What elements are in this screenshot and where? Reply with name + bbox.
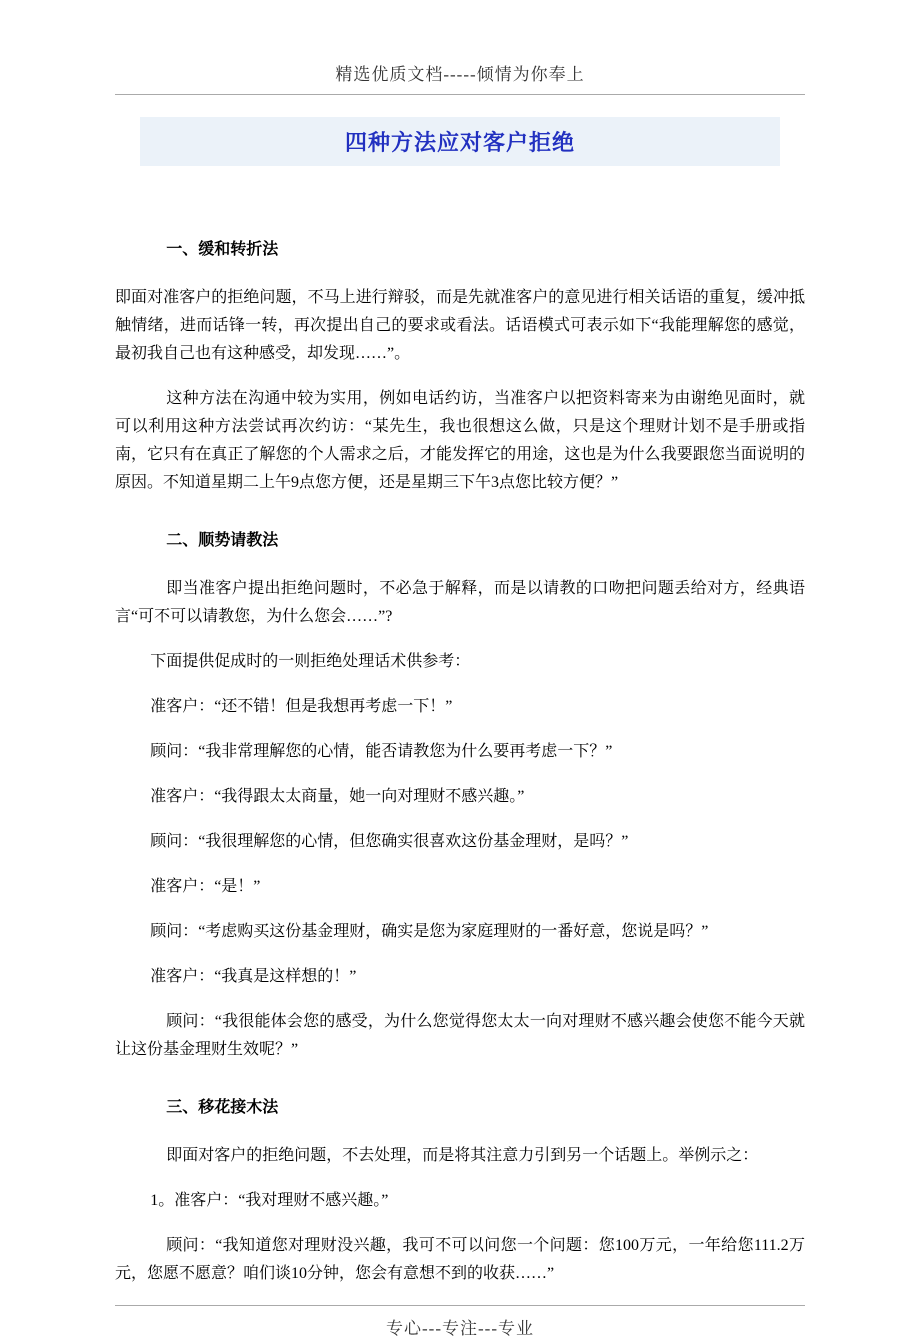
footer-divider	[115, 1305, 805, 1306]
paragraph: 即面对客户的拒绝问题，不去处理，而是将其注意力引到另一个话题上。举例示之：	[166, 1147, 759, 1164]
paragraph: 下面提供促成时的一则拒绝处理话术供参考：	[150, 653, 471, 670]
section-heading: 三、移花接木法	[166, 1099, 279, 1116]
section-heading: 二、顺势请教法	[166, 532, 279, 549]
paragraph: 顾问：“我很能体会您的感受，为什么您觉得您太太一向对理财不感兴趣会使您不能今天就让这份基金理财生效呢？”	[115, 1013, 805, 1058]
paragraph: 准客户：“还不错！但是我想再考虑一下！”	[150, 698, 453, 715]
paragraph: 这种方法在沟通中较为实用，例如电话约访，当准客户以把资料寄来为由谢绝见面时，就可以利用这种方法尝试再次约访：“某先生，我也很想这么做，只是这个理财计划不是手册或指南，它只有在真正了解您的个人需求之后，才能发挥它的用途，这也是为什么我要跟您当面说明的原因。不知道星期二上午9点您方便，还是星期三下午3点您比较方便？”	[115, 390, 805, 491]
paragraph: 准客户：“我真是这样想的！”	[150, 968, 357, 985]
paragraph: 即面对准客户的拒绝问题，不马上进行辩驳，而是先就准客户的意见进行相关话语的重复，缓冲抵触情绪，进而话锋一转，再次提出自己的要求或看法。话语模式可表示如下“我能理解您的感觉，最初我自己也有这种感受，却发现……”。	[115, 289, 805, 362]
document-title: 四种方法应对客户拒绝	[344, 130, 575, 155]
paragraph: 1。准客户：“我对理财不感兴趣。”	[150, 1192, 389, 1209]
section-heading: 一、缓和转折法	[166, 241, 279, 258]
header-divider	[115, 94, 805, 95]
page-footer-text: 专心---专注---专业	[386, 1319, 534, 1338]
title-banner	[140, 117, 780, 166]
paragraph: 准客户：“是！”	[150, 878, 261, 895]
page-footer	[115, 1305, 805, 1339]
paragraph: 顾问：“我很理解您的心情，但您确实很喜欢这份基金理财，是吗？”	[150, 833, 629, 850]
paragraph: 顾问：“我非常理解您的心情，能否请教您为什么要再考虑一下？”	[150, 743, 613, 760]
paragraph: 顾问：“我知道您对理财没兴趣，我可不可以问您一个问题：您100万元，一年给您111.2万元，您愿不愿意？咱们谈10分钟，您会有意想不到的收获……”	[115, 1237, 805, 1282]
document-body	[115, 206, 805, 1305]
paragraph: 顾问：“考虑购买这份基金理财，确实是您为家庭理财的一番好意，您说是吗？”	[150, 923, 709, 940]
page-header-text: 精选优质文档-----倾情为你奉上	[335, 65, 585, 84]
paragraph: 准客户：“我得跟太太商量，她一向对理财不感兴趣。”	[150, 788, 525, 805]
paragraph: 即当准客户提出拒绝问题时，不必急于解释，而是以请教的口吻把问题丢给对方，经典语言“可不可以请教您，为什么您会……”?	[115, 580, 805, 625]
